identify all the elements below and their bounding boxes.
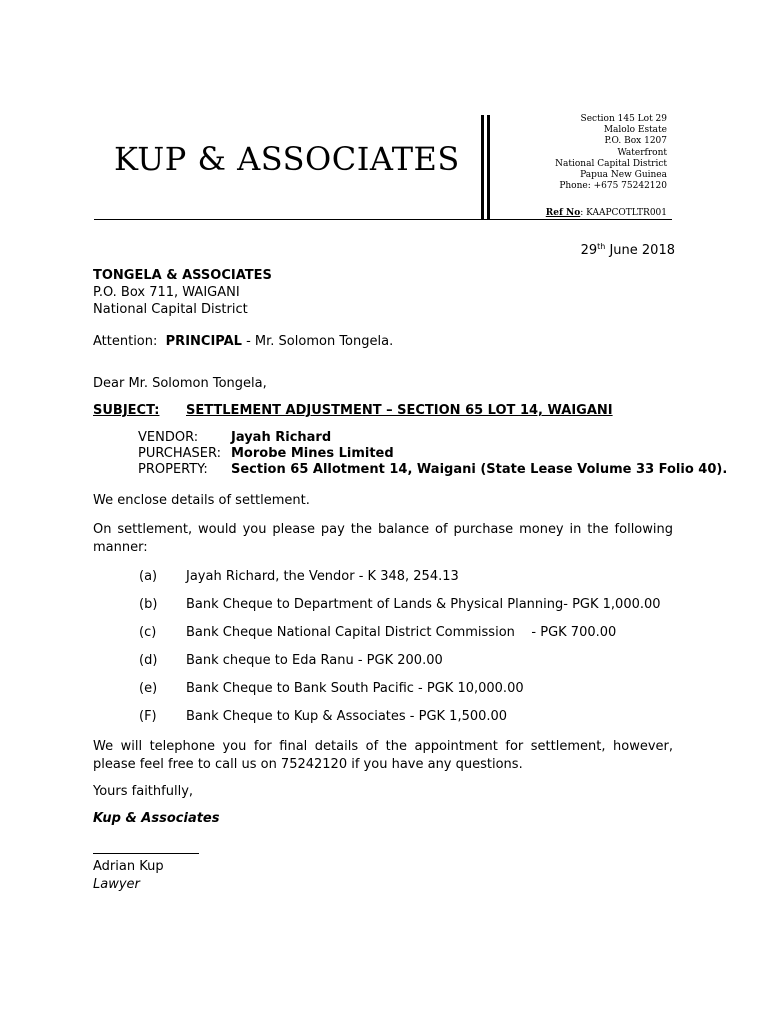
address-line: Malolo Estate bbox=[603, 125, 667, 136]
date-day: 29 bbox=[580, 243, 598, 258]
payment-text: Bank cheque to Eda Ranu - PGK 200.00 bbox=[186, 653, 443, 668]
attention-line bbox=[93, 334, 393, 349]
salutation: Dear Mr. Solomon Tongela, bbox=[93, 376, 267, 391]
payment-text: Bank Cheque to Department of Lands & Physical Planning- PGK 1,000.00 bbox=[186, 597, 661, 612]
signoff-firm: Kup & Associates bbox=[93, 811, 220, 826]
letter-date bbox=[581, 242, 675, 258]
detail-value: Morobe Mines Limited bbox=[231, 446, 394, 461]
address-line: Phone: +675 75242120 bbox=[559, 181, 667, 192]
firm-name: KUP & ASSOCIATES bbox=[114, 140, 460, 178]
payment-marker: (F) bbox=[139, 709, 157, 724]
attention-rest: - Mr. Solomon Tongela. bbox=[241, 334, 394, 349]
payment-marker: (a) bbox=[139, 569, 158, 584]
letterhead-divider-right bbox=[487, 115, 490, 220]
payment-text: Bank Cheque to Kup & Associates - PGK 1,500.00 bbox=[186, 709, 508, 724]
payment-text: Bank Cheque to Bank South Pacific - PGK 10,000.00 bbox=[186, 681, 524, 696]
intro-paragraph: On settlement, would you please pay the balance of purchase money in the following manner: bbox=[93, 522, 673, 555]
attention-role: PRINCIPAL bbox=[165, 334, 242, 349]
attention-label: Attention: bbox=[93, 334, 158, 349]
address-line: Waterfront bbox=[617, 147, 667, 158]
recipient-address-line: National Capital District bbox=[93, 302, 248, 317]
recipient-address-line: P.O. Box 711, WAIGANI bbox=[93, 285, 240, 300]
address-line: Section 145 Lot 29 bbox=[580, 114, 667, 124]
payment-text: Bank Cheque National Capital District Commission - PGK 700.00 bbox=[186, 625, 617, 640]
ref-value: : KAAPCOTLTR001 bbox=[580, 208, 667, 218]
subject-text: SETTLEMENT ADJUSTMENT – SECTION 65 LOT 14, WAIGANI bbox=[186, 403, 613, 418]
detail-label: PURCHASER: bbox=[138, 446, 221, 461]
recipient-name: TONGELA & ASSOCIATES bbox=[93, 268, 272, 283]
letterhead-divider-left bbox=[481, 115, 484, 220]
date-suffix: th bbox=[597, 242, 606, 251]
detail-value: Section 65 Allotment 14, Waigani (State Lease Volume 33 Folio 40). bbox=[231, 462, 728, 477]
address-line: National Capital District bbox=[555, 158, 667, 169]
enclose-paragraph: We enclose details of settlement. bbox=[93, 493, 310, 508]
reference-number bbox=[546, 208, 667, 218]
payment-marker: (b) bbox=[139, 597, 158, 612]
ref-label: Ref No bbox=[545, 208, 581, 218]
detail-label: VENDOR: bbox=[138, 430, 199, 445]
subject-label: SUBJECT: bbox=[93, 403, 160, 418]
payment-marker: (e) bbox=[139, 681, 158, 696]
signature-line bbox=[93, 853, 199, 854]
signer-title: Lawyer bbox=[93, 877, 140, 892]
payment-marker: (c) bbox=[139, 625, 157, 640]
signer-name: Adrian Kup bbox=[93, 859, 164, 874]
valediction: Yours faithfully, bbox=[93, 784, 194, 799]
letterhead-rule bbox=[94, 219, 672, 220]
payment-text: Jayah Richard, the Vendor - K 348, 254.13 bbox=[186, 569, 459, 584]
address-line: Papua New Guinea bbox=[580, 170, 667, 181]
address-line: P.O. Box 1207 bbox=[604, 136, 667, 147]
date-rest: June 2018 bbox=[605, 243, 675, 258]
payment-marker: (d) bbox=[139, 653, 158, 668]
detail-label: PROPERTY: bbox=[138, 462, 208, 477]
letterhead-address bbox=[555, 114, 667, 192]
detail-value: Jayah Richard bbox=[231, 430, 332, 445]
closing-paragraph: We will telephone you for final details of the appointment for settlement, however, please feel free to call us on 75242120 if you have any questions. bbox=[93, 739, 673, 772]
